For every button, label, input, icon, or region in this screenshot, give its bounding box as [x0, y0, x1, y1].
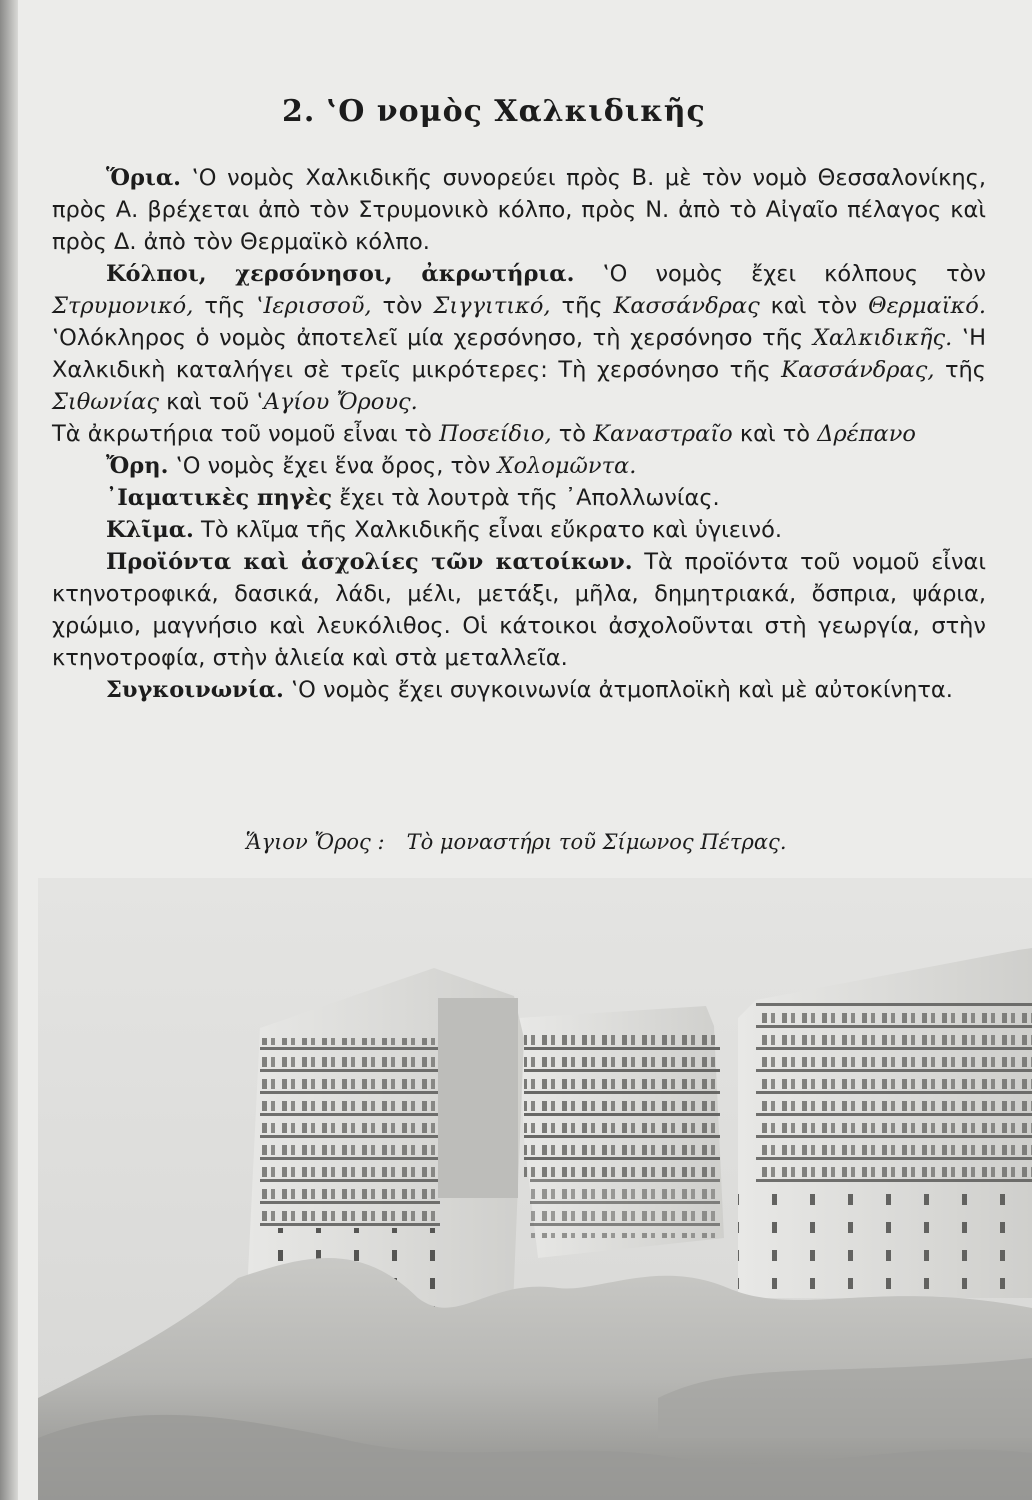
- heading-mountains: Ὄρη.: [106, 453, 169, 479]
- paragraph-springs: [52, 482, 986, 514]
- heading-borders: Ὅρια.: [106, 165, 181, 191]
- heading-transport: Συγκοινωνία.: [106, 677, 284, 703]
- paragraph-capes: [52, 418, 986, 450]
- text-capes-3: καὶ τὸ: [732, 421, 818, 447]
- text-transport: ‛Ο νομὸς ἔχει συγκοινωνία ἀτμοπλοϊκὴ καὶ μὲ αὐτοκίνητα.: [283, 677, 953, 703]
- peninsula-agion-oros: ‛Αγίου Ὄρους.: [256, 389, 418, 415]
- page-title: 2. ‛Ο νομὸς Χαλκιδικῆς: [282, 94, 706, 129]
- text-gulfs-3: τὸν: [371, 293, 434, 319]
- text-borders: ‛Ο νομὸς Χαλκιδικῆς συνορεύει πρὸς Β. μὲ τὸν νομὸ Θεσσαλονίκης, πρὸς Α. βρέχεται ἀπὸ τὸν Στρυμονικὸ κόλπο, πρὸς Ν. ἀπὸ τὸ Αἰγαῖο πέλαγος καὶ πρὸς Δ. ἀπὸ τὸν Θερμαϊκὸ κόλπο.: [52, 165, 986, 255]
- paragraph-transport: [52, 674, 986, 706]
- gulf-thermaikos: Θερμαϊκό.: [868, 293, 986, 319]
- text-gulfs-7: ‛Η Χαλκιδικὴ καταλήγει σὲ τρεῖς μικρότερες: Τὴ χερσόνησο τῆς: [52, 325, 986, 383]
- gulf-strymonikos: Στρυμονικό,: [52, 293, 194, 319]
- gulf-kassandra: Κασσάνδρας: [613, 293, 760, 319]
- gulf-ierissos: ‛Ιερισσοῦ,: [256, 293, 372, 319]
- text-capes-1: Τὰ ἀκρωτήρια τοῦ νομοῦ εἶναι τὸ: [52, 421, 440, 447]
- heading-products: Προϊόντα καὶ ἀσχολίες τῶν κατοίκων.: [106, 549, 633, 575]
- cape-poseidio: Ποσείδιο,: [439, 421, 552, 447]
- caption-text: Τὸ μοναστήρι τοῦ Σίμωνος Πέτρας.: [406, 830, 787, 854]
- photo-caption: [0, 830, 1032, 854]
- heading-springs: ᾽Ιαματικὲς πηγὲς: [106, 485, 333, 511]
- paragraph-borders: [52, 162, 986, 258]
- heading-climate: Κλῖμα.: [106, 517, 194, 543]
- monastery-photo: [38, 878, 1032, 1500]
- text-gulfs-1: ‛Ο νομὸς ἔχει κόλπους τὸν: [574, 261, 986, 287]
- text-gulfs-5: καὶ τὸν: [759, 293, 869, 319]
- text-climate: Τὸ κλῖμα τῆς Χαλκιδικῆς εἶναι εὔκρατο καὶ ὑγιεινό.: [193, 517, 783, 543]
- peninsula-kassandra: Κασσάνδρας,: [781, 357, 935, 383]
- paragraph-gulfs: [52, 258, 986, 418]
- text-gulfs-6: ‛Ολόκληρος ὁ νομὸς ἀποτελεῖ μία χερσόνησο, τὴ χερσόνησο τῆς: [52, 325, 813, 351]
- paragraph-products: [52, 546, 986, 674]
- caption-place: Ἅγιον Ὄρος :: [245, 830, 385, 854]
- text-capes-2: τὸ: [551, 421, 594, 447]
- text-springs: ἔχει τὰ λουτρὰ τῆς ᾽Απολλωνίας.: [332, 485, 720, 511]
- page-edge-shadow: [0, 0, 18, 1500]
- paragraph-climate: [52, 514, 986, 546]
- text-mountains: ‛Ο νομὸς ἔχει ἕνα ὄρος, τὸν: [168, 453, 498, 479]
- text-products: Τὰ προϊόντα τοῦ νομοῦ εἶναι κτηνοτροφικά, δασικά, λάδι, μέλι, μετάξι, μῆλα, δημητριακά, ὄσπρια, ψάρια, χρώμιο, μαγνήσιο καὶ λευκόλιθος. Οἱ κάτοικοι ἀσχολοῦνται στὴ γεωργία, στὴν κτηνοτροφία, στὴν ἁλιεία καὶ στὰ μεταλλεῖα.: [52, 549, 987, 671]
- heading-gulfs: Κόλποι, χερσόνησοι, ἀκρωτήρια.: [106, 261, 575, 287]
- text-gulfs-2: τῆς: [193, 293, 257, 319]
- peninsula-sithonia: Σιθωνίας: [52, 389, 159, 415]
- peninsula-chalkidiki: Χαλκιδικῆς.: [812, 325, 953, 351]
- text-gulfs-8: τῆς: [934, 357, 986, 383]
- text-body: [52, 162, 986, 706]
- cape-kanastraio: Καναστραῖο: [593, 421, 733, 447]
- paragraph-mountains: [52, 450, 986, 482]
- text-gulfs-4: τῆς: [550, 293, 614, 319]
- cape-drepano: Δρέπανο: [817, 421, 916, 447]
- gulf-singitikos: Σιγγιτικό,: [433, 293, 551, 319]
- text-gulfs-9: καὶ τοῦ: [158, 389, 257, 415]
- mountain-cholomontas: Χολομῶντα.: [497, 453, 637, 479]
